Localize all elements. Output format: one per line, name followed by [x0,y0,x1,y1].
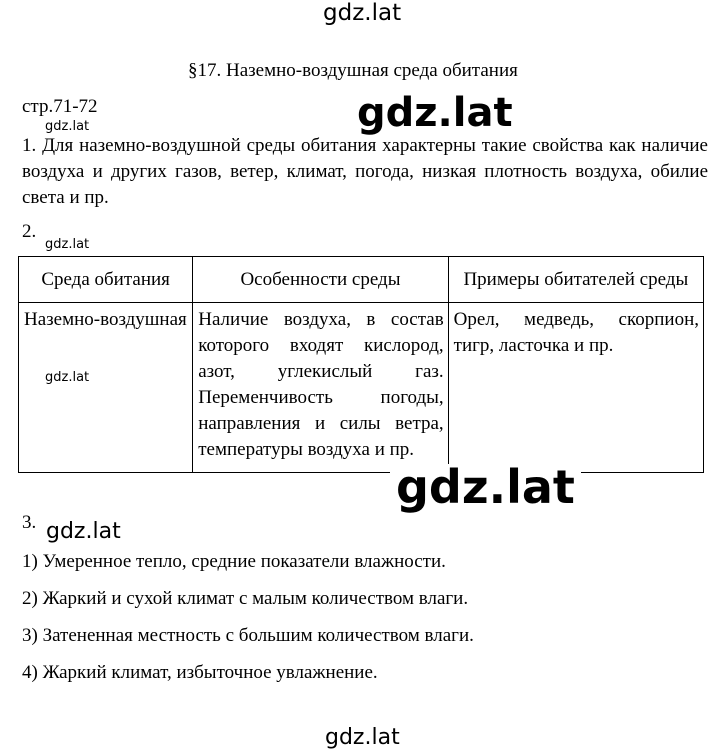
table-row [19,303,704,473]
table-header-cell: Примеры обитателей среды [448,257,703,303]
watermark-top: gdz.lat [323,0,402,26]
watermark-large: gdz.lat [390,464,581,510]
table-header-row [19,257,704,303]
watermark-large: gdz.lat [357,90,513,136]
table-cell-features: Наличие воздуха, в состав которого входят кислород, азот, углекислый газ. Переменчивость погоды, направления и силы ветра, температуры воздуха и пр. [193,303,448,473]
list-item: 4) Жаркий климат, избыточное увлажнение. [22,662,378,683]
list-item: 2) Жаркий и сухой климат с малым количеством влаги. [22,588,469,609]
page-range: стр.71-72 [22,96,98,117]
table-header-cell: Среда обитания [19,257,193,303]
answer-3-list [22,551,474,699]
watermark-small: gdz.lat [45,237,90,252]
habitat-table [18,256,704,473]
watermark-small: gdz.lat [45,119,90,134]
list-item: 3) Затененная местность с большим количеством влаги. [22,625,474,646]
page-title: §17. Наземно-воздушная среда обитания [188,60,518,81]
env-text: Наземно-воздушная [24,309,187,330]
answer-2-number: 2. [22,221,37,242]
watermark-medium: gdz.lat [46,519,121,544]
table-cell-env [19,303,193,473]
watermark-small: gdz.lat [45,370,90,385]
list-item: 1) Умеренное тепло, средние показатели влажности. [22,551,446,572]
answer-1: 1. Для наземно-воздушной среды обитания характерны такие свойства как наличие воздуха и других газов, ветер, климат, погода, низкая плотность воздуха, обилие света и пр. [22,135,708,208]
watermark-bottom: gdz.lat [325,725,400,750]
answer-3-number: 3. [22,512,37,533]
table-cell-examples: Орел, медведь, скорпион, тигр, ласточка и пр. [448,303,703,473]
table-header-cell: Особенности среды [193,257,448,303]
